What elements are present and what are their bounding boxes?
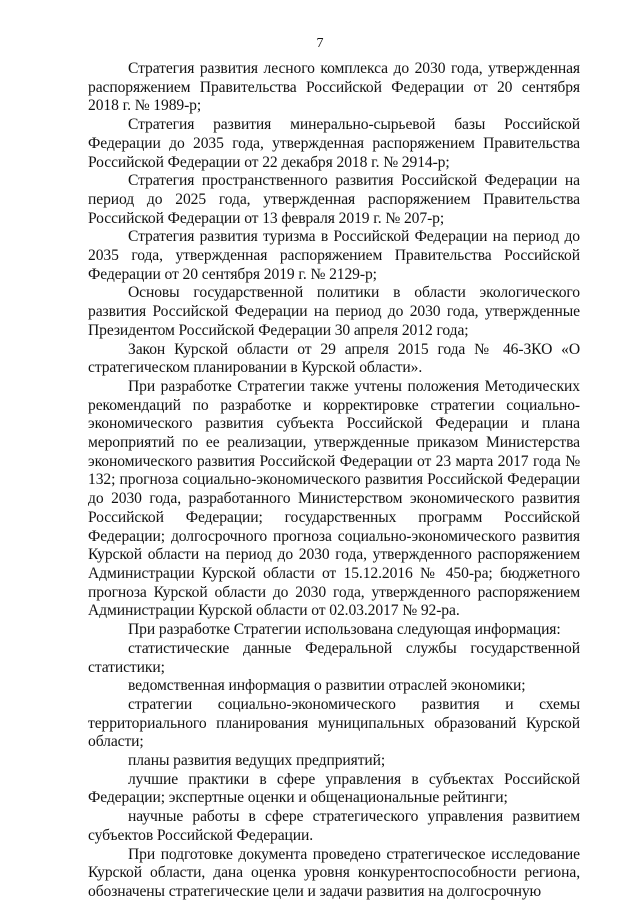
document-body [88,60,580,902]
paragraph-kursk-law: Закон Курской области от 29 апреля 2015 года № 46-ЗКО «О стратегическом планировании в Курской области». [88,340,580,377]
paragraph-tourism-strategy: Стратегия развития туризма в Российской Федерации на период до 2035 года, утвержденная распоряжением Правительства Российской Федерации от 20 сентября 2019 г. № 2129-р; [88,228,580,283]
paragraph-mineral-strategy: Стратегия развития минерально-сырьевой базы Российской Федерации до 2035 года, утвержденная распоряжением Правительства Российской Федерации от 22 декабря 2018 г. № 2914-р; [88,116,580,171]
list-item-best-practices: лучшие практики в сфере управления в субъектах Российской Федерации; экспертные оценки и общенациональные рейтинги; [88,770,580,807]
page-number: 7 [316,36,324,51]
paragraph-ecology-policy: Основы государственной политики в области экологического развития Российской Федерации на период до 2030 года, утвержденные Президентом Российской Федерации 30 апреля 2012 года; [88,284,580,339]
paragraph-strategic-research: При подготовке документа проведено стратегическое исследование Курской области, дана оценка уровня конкурентоспособности региона, обозначены стратегические цели и задачи развития на долгосрочную [88,845,580,900]
paragraph-spatial-strategy: Стратегия пространственного развития Российской Федерации на период до 2025 года, утвержденная распоряжением Правительства Российской Федерации от 13 февраля 2019 г. № 207-р; [88,172,580,227]
list-item-municipal-strategies: стратегии социально-экономического развития и схемы территориального планирования муниципальных образований Курской области; [88,695,580,751]
list-item-enterprise-plans: планы развития ведущих предприятий; [128,752,386,770]
paragraph-information-sources-intro: При разработке Стратегии использована следующая информация: [128,621,561,639]
list-item-scientific-works: научные работы в сфере стратегического управления развитием субъектов Российской Федерации. [88,808,580,844]
list-item-statistics: статистические данные Федеральной службы государственной статистики; [88,639,580,676]
paragraph-methodical-recommendations: При разработке Стратегии также учтены положения Методических рекомендаций по разработке и корректировке стратегии социально-экономического развития субъекта Российской Федерации и плана мероприятий по ее реализации, утвержденные приказом Министерства экономического развития Российской Федерации от 23 марта 2017 года № 132; прогноза социально-экономического развития Российской Федерации до 2030 года, разработанного Министерством экономического развития Российской Федерации; государственных программ Российской Федерации; долгосрочного прогноза социально-экономического развития Курской области на период до 2030 года, утвержденного распоряжением Администрации Курской области от 15.12.2016 № 450-ра; бюджетного прогноза Курской области до 2030 года, утвержденного распоряжением Администрации Курской области от 02.03.2017 № 92-ра. [88,377,580,620]
list-item-departmental-info: ведомственная информация о развитии отраслей экономики; [128,677,526,695]
paragraph-forestry-strategy: Стратегия развития лесного комплекса до 2030 года, утвержденная распоряжением Правительства Российской Федерации от 20 сентября 2018 г. № 1989-р; [88,60,580,115]
